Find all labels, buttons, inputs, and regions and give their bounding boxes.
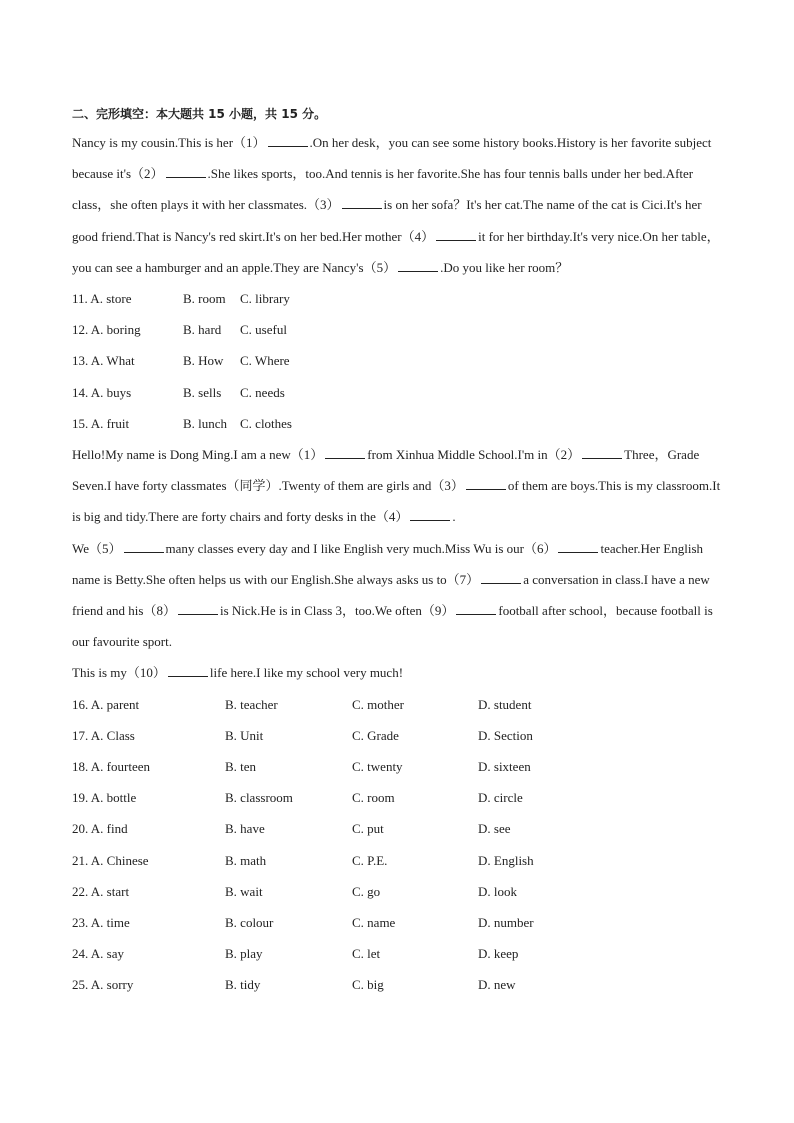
option-d: D. circle xyxy=(478,790,523,806)
option-a: 14. A. buys xyxy=(72,384,132,400)
option-d: D. new xyxy=(478,977,516,993)
option-a: 19. A. bottle xyxy=(72,790,137,806)
option-a: 25. A. sorry xyxy=(72,977,134,993)
passage-text: teacher.Her English name is Betty.She often helps us with our English.She always asks us to（7） xyxy=(72,540,703,587)
option-d: D. student xyxy=(478,696,532,712)
question-row xyxy=(72,345,724,376)
question-row xyxy=(72,751,724,782)
passage-text: Hello!My name is Dong Ming.I am a new（1） xyxy=(72,446,324,462)
option-b: B. play xyxy=(225,946,263,962)
answer-blank-8 xyxy=(178,604,218,615)
question-list-16-25 xyxy=(72,689,724,1001)
option-a: 12. A. boring xyxy=(72,322,141,338)
option-b: B. How xyxy=(183,353,224,369)
passage-text: of them are boys.This is my classroom.It is big and tidy.There are forty chairs and forty desks in the（4） xyxy=(72,478,721,525)
option-a: 22. A. start xyxy=(72,883,130,899)
passage-paragraph-1 xyxy=(72,439,724,533)
question-row xyxy=(72,377,724,408)
option-b: B. classroom xyxy=(225,790,293,806)
option-d: D. look xyxy=(478,883,517,899)
question-row xyxy=(72,720,724,751)
answer-blank-9 xyxy=(456,604,496,615)
passage-text: We（5） xyxy=(72,540,122,556)
option-d: D. sixteen xyxy=(478,758,531,774)
answer-blank-2 xyxy=(582,448,622,459)
option-d: D. see xyxy=(478,821,511,837)
option-a: 15. A. fruit xyxy=(72,415,130,431)
question-row xyxy=(72,938,724,969)
option-c: C. clothes xyxy=(240,415,292,431)
passage-text: This is my（10） xyxy=(72,665,166,681)
option-c: C. twenty xyxy=(352,758,403,774)
passage-nancy-paragraph xyxy=(72,127,724,283)
passage-text: a conversation in class.I have a new friend and his（8） xyxy=(72,571,710,618)
question-row xyxy=(72,283,724,314)
passage-text: from Xinhua Middle School.I'm in（2） xyxy=(367,446,581,462)
passage-text: .She likes sports，too.And tennis is her favorite.She has four tennis balls under her bed.After class，she often plays it with her classmates.（3） xyxy=(72,166,694,213)
option-c: C. Grade xyxy=(352,727,399,743)
passage-text: Nancy is my cousin.This is her（1） xyxy=(72,135,266,150)
passage-text: is Nick.He is in Class 3，too.We often（9） xyxy=(219,602,455,618)
passage-paragraph-2 xyxy=(72,533,724,658)
option-b: B. math xyxy=(225,852,267,868)
option-c: C. P.E. xyxy=(352,852,388,868)
option-a: 24. A. say xyxy=(72,946,124,962)
option-c: C. mother xyxy=(352,696,404,712)
option-b: B. teacher xyxy=(225,696,278,712)
question-row xyxy=(72,408,724,439)
passage-text: . xyxy=(452,509,456,525)
option-b: B. sells xyxy=(183,384,222,400)
option-b: B. room xyxy=(183,291,226,307)
option-a: 20. A. find xyxy=(72,821,128,837)
passage-paragraph-3 xyxy=(72,657,724,688)
option-c: C. big xyxy=(352,977,384,993)
option-a: 11. A. store xyxy=(72,291,132,307)
passage-text: .On her desk，you can see some history books.History is her favorite subject because it's（2） xyxy=(72,135,712,182)
answer-blank-1 xyxy=(325,448,365,459)
passage-dong-ming xyxy=(72,439,724,689)
option-b: B. have xyxy=(225,821,265,837)
option-b: B. lunch xyxy=(183,415,228,431)
option-b: B. hard xyxy=(183,322,222,338)
answer-blank-2 xyxy=(166,167,206,178)
option-a: 18. A. fourteen xyxy=(72,758,150,774)
answer-blank-1 xyxy=(268,136,308,147)
question-list-11-15 xyxy=(72,283,724,439)
option-d: D. number xyxy=(478,914,534,930)
answer-blank-3 xyxy=(466,479,506,490)
passage-text: life here.I like my school very much! xyxy=(209,665,404,681)
option-c: C. room xyxy=(352,790,395,806)
passage-text: .Do you like her room？ xyxy=(440,259,569,275)
option-a: 16. A. parent xyxy=(72,696,140,712)
question-row xyxy=(72,782,724,813)
answer-blank-5 xyxy=(398,261,438,272)
option-a: 23. A. time xyxy=(72,914,130,930)
answer-blank-10 xyxy=(168,666,208,677)
answer-blank-5 xyxy=(124,542,164,553)
question-row xyxy=(72,314,724,345)
option-c: C. useful xyxy=(240,322,287,338)
option-b: B. tidy xyxy=(225,977,261,993)
option-c: C. name xyxy=(352,914,396,930)
passage-nancy xyxy=(72,127,724,283)
option-d: D. Section xyxy=(478,727,533,743)
option-b: B. Unit xyxy=(225,727,264,743)
passage-text: football after school，because football is our favourite sport. xyxy=(72,602,713,650)
answer-blank-6 xyxy=(558,542,598,553)
option-a: 17. A. Class xyxy=(72,727,135,743)
cloze-section xyxy=(72,102,724,1000)
option-c: C. Where xyxy=(240,353,290,369)
option-c: C. needs xyxy=(240,384,285,400)
section-heading: 二、完形填空：本大题共 15 小题，共 15 分。 xyxy=(72,107,327,121)
question-row xyxy=(72,969,724,1000)
passage-text: it for her birthday.It's very nice.On her table，you can see a hamburger and an apple.They are Nancy's（5） xyxy=(72,228,720,275)
passage-text: many classes every day and I like English very much.Miss Wu is our（6） xyxy=(165,540,557,556)
option-d: D. English xyxy=(478,852,534,868)
option-c: C. put xyxy=(352,821,384,837)
question-row xyxy=(72,876,724,907)
option-a: 13. A. What xyxy=(72,353,135,369)
answer-blank-4 xyxy=(410,510,450,521)
answer-blank-3 xyxy=(342,198,382,209)
question-row xyxy=(72,813,724,844)
passage-text: Three，Grade Seven.I have forty classmates（同学）.Twenty of them are girls and（3） xyxy=(72,446,700,494)
option-b: B. colour xyxy=(225,914,274,930)
passage-text: is on her sofa？It's her cat.The name of the cat is Cici.It's her good friend.That is Nancy's red skirt.It's on her bed.Her mother（4） xyxy=(72,197,702,244)
option-c: C. go xyxy=(352,883,381,899)
option-c: C. library xyxy=(240,291,290,307)
option-a: 21. A. Chinese xyxy=(72,852,149,868)
question-row xyxy=(72,845,724,876)
answer-blank-4 xyxy=(436,230,476,241)
answer-blank-7 xyxy=(481,573,521,584)
question-row xyxy=(72,907,724,938)
option-c: C. let xyxy=(352,946,381,962)
option-b: B. wait xyxy=(225,883,263,899)
option-d: D. keep xyxy=(478,946,519,962)
option-b: B. ten xyxy=(225,758,257,774)
question-row xyxy=(72,689,724,720)
